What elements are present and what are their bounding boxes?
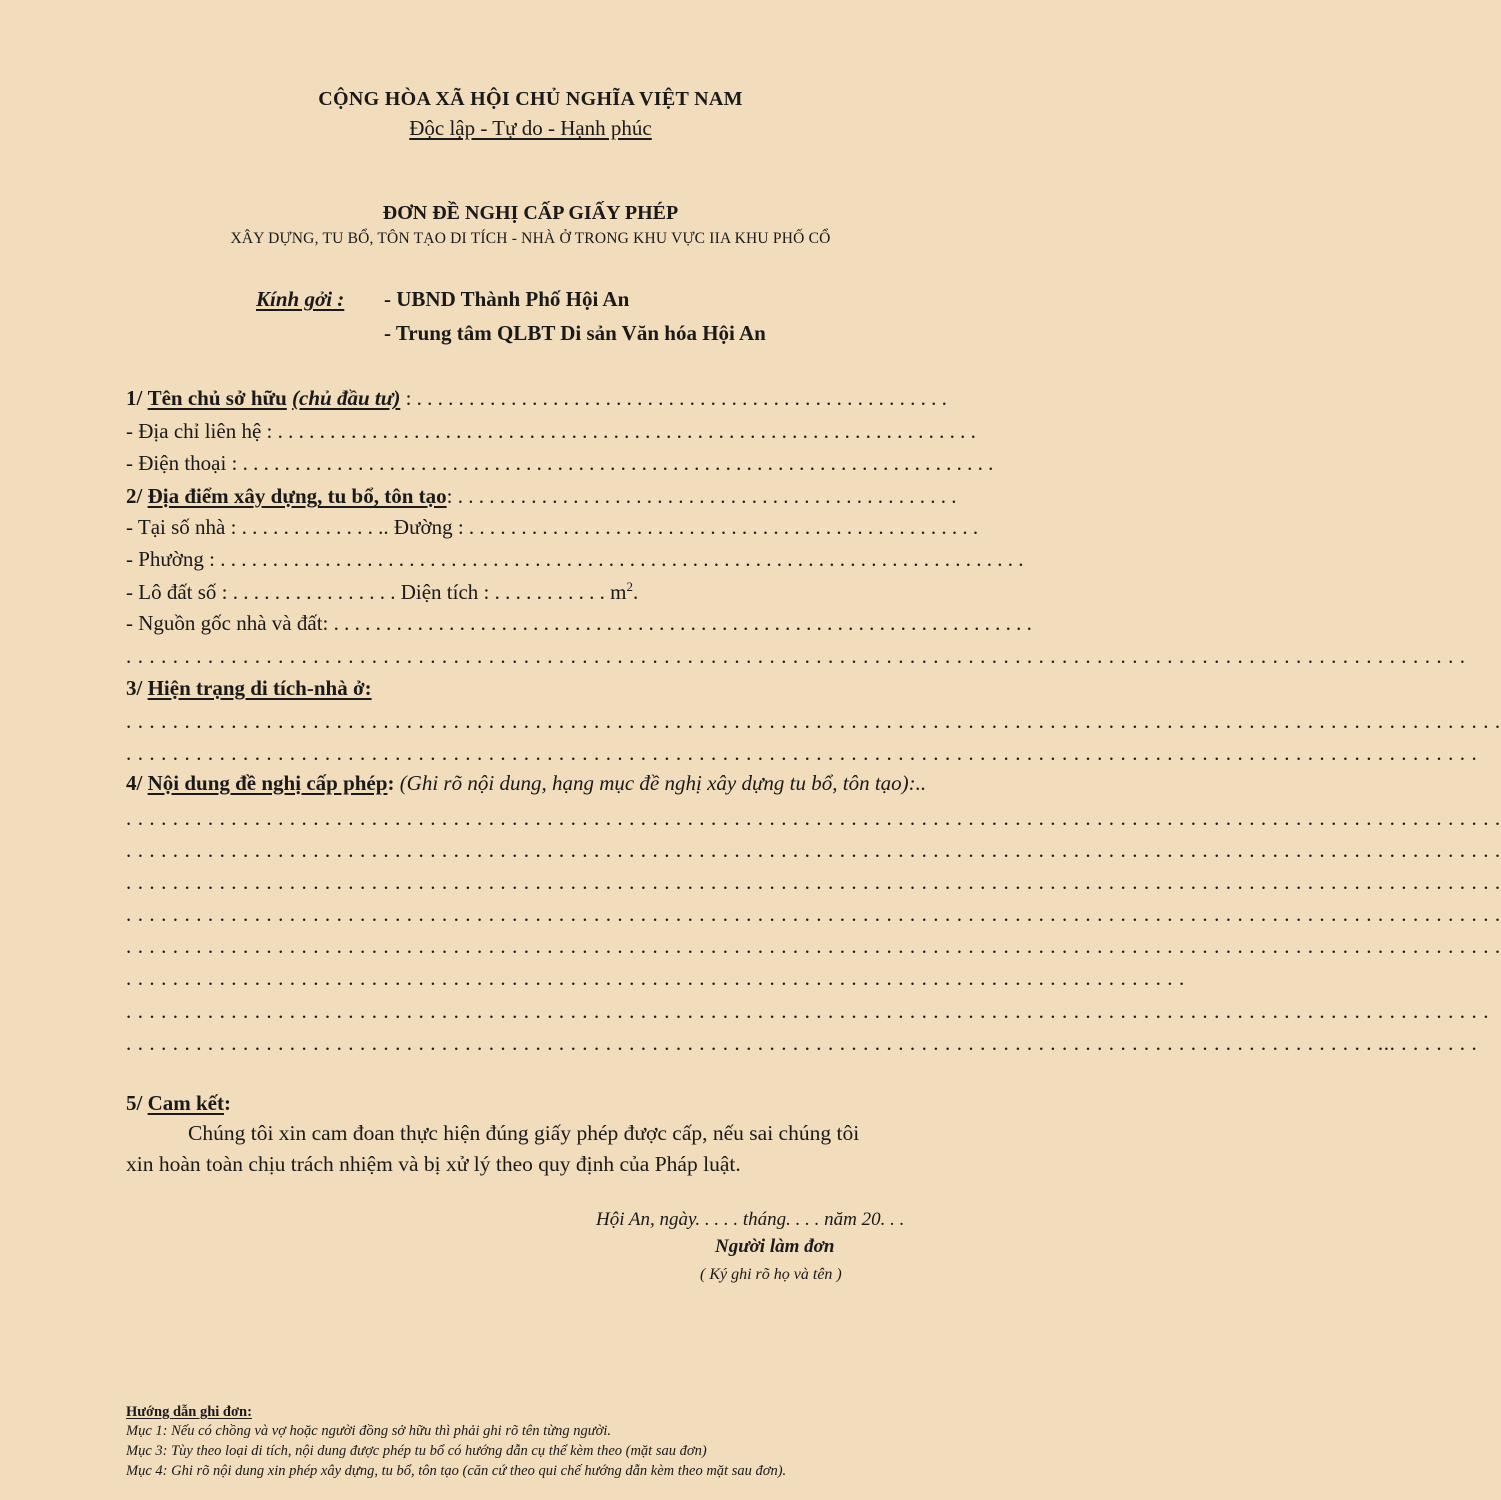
request-line-5[interactable]: . . . . . . . . . . . . . . . . . . . . . . . . . . . . . . . . . . . . . . . . . . . . . . . . . . . . . . . . . . . . . . . . . . . . . . . . . . . . . . . . . . . . . . . . . . . . . . . . . . . . . . . . . . . . . . . . . . . . . . <box>126 934 1501 958</box>
section-1-owner: 1/ Tên chủ sở hữu (chủ đầu tư) : . . . . . . . . . . . . . . . . . . . . . . . . . . . . . . . . . . . . . . . . . . . . . . . . . . . <box>126 386 947 410</box>
request-line-8[interactable]: . . . . . . . . . . . . . . . . . . . . . . . . . . . . . . . . . . . . . . . . . . . . . . . . . . . . . . . . . . . . . . . . . . . . . . . . . . . . . . . . . . . . . . . . . . . . . . . . . . . . . . . . . . . ... . . . . . . . <box>126 1031 1478 1055</box>
request-line-3[interactable]: . . . . . . . . . . . . . . . . . . . . . . . . . . . . . . . . . . . . . . . . . . . . . . . . . . . . . . . . . . . . . . . . . . . . . . . . . . . . . . . . . . . . . . . . . . . . . . . . . . . . . . . . . . . . . . . . . . . . . . <box>126 870 1501 894</box>
national-header: CỘNG HÒA XÃ HỘI CHỦ NGHĨA VIỆT NAM <box>318 88 743 110</box>
guide-item-4: Mục 4: Ghi rõ nội dung xin phép xây dựng, tu bổ, tôn tạo (căn cứ theo qui chế hướng dẫn kèm theo mặt sau đơn). <box>126 1463 787 1479</box>
section-2-location: 2/ Địa điểm xây dựng, tu bổ, tôn tạo: . . . . . . . . . . . . . . . . . . . . . . . . . . . . . . . . . . . . . . . . . . . . . . . . <box>126 484 957 508</box>
request-line-1[interactable]: . . . . . . . . . . . . . . . . . . . . . . . . . . . . . . . . . . . . . . . . . . . . . . . . . . . . . . . . . . . . . . . . . . . . . . . . . . . . . . . . . . . . . . . . . . . . . . . . . . . . . . . . . . . . . . . . . . . . . . <box>126 806 1501 830</box>
recipient-1: - UBND Thành Phố Hội An <box>384 287 630 311</box>
contact-address-field[interactable]: - Địa chỉ liên hệ : . . . . . . . . . . . . . . . . . . . . . . . . . . . . . . . . . . . . . . . . . . . . . . . . . . . . . . . . . . . . . . . . . . . <box>126 419 976 443</box>
owner-name-field[interactable]: : . . . . . . . . . . . . . . . . . . . . . . . . . . . . . . . . . . . . . . . . . . . . . . . . . . . <box>400 386 947 410</box>
guide-title: Hướng dẫn ghi đơn: <box>126 1404 252 1420</box>
status-line-1[interactable]: . . . . . . . . . . . . . . . . . . . . . . . . . . . . . . . . . . . . . . . . . . . . . . . . . . . . . . . . . . . . . . . . . . . . . . . . . . . . . . . . . . . . . . . . . . . . . . . . . . . . . . . . . . . . . . . . . . . . . . <box>126 709 1501 733</box>
section-5-commitment: 5/ Cam kết: <box>126 1091 231 1115</box>
section-3-status: 3/ Hiện trạng di tích-nhà ở: <box>126 676 372 700</box>
request-line-2[interactable]: . . . . . . . . . . . . . . . . . . . . . . . . . . . . . . . . . . . . . . . . . . . . . . . . . . . . . . . . . . . . . . . . . . . . . . . . . . . . . . . . . . . . . . . . . . . . . . . . . . . . . . . . . . . . . . . . . . . . . . <box>126 838 1501 862</box>
phone-field[interactable]: - Điện thoại : . . . . . . . . . . . . . . . . . . . . . . . . . . . . . . . . . . . . . . . . . . . . . . . . . . . . . . . . . . . . . . . . . . . . . . . . <box>126 451 994 475</box>
request-line-6[interactable]: . . . . . . . . . . . . . . . . . . . . . . . . . . . . . . . . . . . . . . . . . . . . . . . . . . . . . . . . . . . . . . . . . . . . . . . . . . . . . . . . . . . . . . . . . . . <box>126 966 1185 990</box>
signature-note: ( Ký ghi rõ họ và tên ) <box>700 1266 842 1283</box>
status-line-2[interactable]: . . . . . . . . . . . . . . . . . . . . . . . . . . . . . . . . . . . . . . . . . . . . . . . . . . . . . . . . . . . . . . . . . . . . . . . . . . . . . . . . . . . . . . . . . . . . . . . . . . . . . . . . . . . . . . . . . . . . <box>126 741 1478 765</box>
ward-field[interactable]: - Phường : . . . . . . . . . . . . . . . . . . . . . . . . . . . . . . . . . . . . . . . . . . . . . . . . . . . . . . . . . . . . . . . . . . . . . . . . . . . . . <box>126 547 1024 571</box>
guide-item-1: Mục 1: Nếu có chồng và vợ hoặc người đồng sở hữu thì phải ghi rõ tên từng người. <box>126 1423 612 1439</box>
section-4-request: 4/ Nội dung đề nghị cấp phép: (Ghi rõ nội dung, hạng mục đề nghị xây dựng tu bổ, tôn tạo):.. <box>126 771 927 795</box>
request-line-4[interactable]: . . . . . . . . . . . . . . . . . . . . . . . . . . . . . . . . . . . . . . . . . . . . . . . . . . . . . . . . . . . . . . . . . . . . . . . . . . . . . . . . . . . . . . . . . . . . . . . . . . . . . . . . . . . . . . . . . . . . . . <box>126 902 1501 926</box>
form-subtitle: XÂY DỰNG, TU BỔ, TÔN TẠO DI TÍCH - NHÀ Ở TRONG KHU VỰC IIA KHU PHỐ CỔ <box>230 230 831 247</box>
request-line-7[interactable]: . . . . . . . . . . . . . . . . . . . . . . . . . . . . . . . . . . . . . . . . . . . . . . . . . . . . . . . . . . . . . . . . . . . . . . . . . . . . . . . . . . . . . . . . . . . . . . . . . . . . . . . . . . . . . . . . . . . . . <box>126 999 1490 1023</box>
form-title: ĐƠN ĐỀ NGHỊ CẤP GIẤY PHÉP <box>382 202 679 224</box>
guide-item-3: Mục 3: Tùy theo loại di tích, nội dung được phép tu bổ có hướng dẫn cụ thể kèm theo (mặt sau đơn) <box>126 1443 707 1459</box>
recipient-2: - Trung tâm QLBT Di sản Văn hóa Hội An <box>384 321 766 345</box>
signature-role: Người làm đơn <box>715 1236 835 1257</box>
signature-date: Hội An, ngày. . . . . tháng. . . . năm 20. . . <box>596 1209 905 1230</box>
lot-area-field[interactable]: - Lô đất số : . . . . . . . . . . . . . . . . Diện tích : . . . . . . . . . . . $m^2$. <box>126 579 639 604</box>
commitment-text: Chúng tôi xin cam đoan thực hiện đúng giấy phép được cấp, nếu sai chúng tôi xin hoàn toàn chịu trách nhiệm và bị xử lý theo quy định của Pháp luật. <box>126 1121 860 1176</box>
national-motto: Độc lập - Tự do - Hạnh phúc <box>409 116 652 140</box>
location-field[interactable]: : . . . . . . . . . . . . . . . . . . . . . . . . . . . . . . . . . . . . . . . . . . . . . . . . <box>446 484 957 508</box>
house-street-field[interactable]: - Tại số nhà : . . . . . . . . . . . . . .. Đường : . . . . . . . . . . . . . . . . . . . . . . . . . . . . . . . . . . . . . . . . . . . . . . . . . <box>126 515 979 539</box>
recipients-label: Kính gởi : <box>256 287 345 311</box>
origin-extra-line[interactable]: . . . . . . . . . . . . . . . . . . . . . . . . . . . . . . . . . . . . . . . . . . . . . . . . . . . . . . . . . . . . . . . . . . . . . . . . . . . . . . . . . . . . . . . . . . . . . . . . . . . . . . . . . . . . . . . . . . . <box>126 644 1466 668</box>
origin-field[interactable]: - Nguồn gốc nhà và đất: . . . . . . . . . . . . . . . . . . . . . . . . . . . . . . . . . . . . . . . . . . . . . . . . . . . . . . . . . . . . . . . . . . . <box>126 611 1032 635</box>
